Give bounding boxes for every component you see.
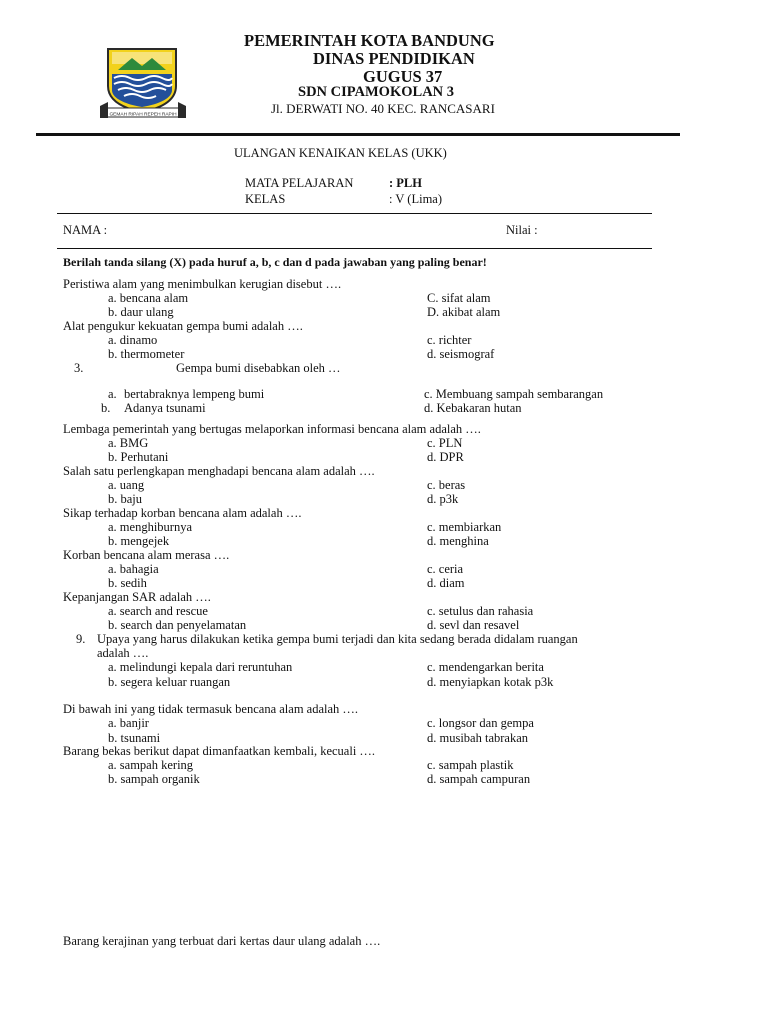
school-address: Jl. DERWATI NO. 40 KEC. RANCASARI bbox=[271, 101, 495, 116]
question-11-option-d[interactable]: d. sampah campuran bbox=[427, 772, 531, 786]
school-name: SDN CIPAMOKOLAN 3 bbox=[298, 84, 455, 100]
question-7-option-c[interactable]: c. ceria bbox=[427, 562, 464, 576]
question-1-option-a[interactable]: a. bencana alam bbox=[108, 291, 189, 305]
question-3-option-b[interactable]: Adanya tsunami bbox=[124, 401, 206, 415]
question-3-option-a-letter[interactable]: a. bbox=[108, 387, 117, 401]
student-name-label[interactable]: NAMA : bbox=[63, 223, 108, 237]
class-value: : V (Lima) bbox=[389, 192, 443, 206]
question-8-option-c[interactable]: c. setulus dan rahasia bbox=[427, 604, 534, 618]
question-3-option-b-letter[interactable]: b. bbox=[101, 401, 111, 415]
question-9-option-b[interactable]: b. segera keluar ruangan bbox=[108, 675, 231, 689]
question-1-option-d[interactable]: D. akibat alam bbox=[427, 305, 501, 319]
question-4-option-b[interactable]: b. Perhutani bbox=[108, 450, 169, 464]
question-4-option-c[interactable]: c. PLN bbox=[427, 436, 463, 450]
question-2-option-d[interactable]: d. seismograf bbox=[427, 347, 495, 361]
question-10-option-a[interactable]: a. banjir bbox=[108, 716, 149, 730]
question-6-option-a[interactable]: a. menghiburnya bbox=[108, 520, 193, 534]
question-4-option-d[interactable]: d. DPR bbox=[427, 450, 464, 464]
question-6-option-d[interactable]: d. menghina bbox=[427, 534, 489, 548]
question-9-text: Upaya yang harus dilakukan ketika gempa bumi terjadi dan kita sedang berada didalam ruangan bbox=[97, 632, 578, 646]
question-2-option-b[interactable]: b. thermometer bbox=[108, 347, 185, 361]
question-4-option-a[interactable]: a. BMG bbox=[108, 436, 149, 450]
question-3-number: 3. bbox=[74, 361, 84, 375]
header-divider bbox=[36, 133, 680, 136]
question-11-option-c[interactable]: c. sampah plastik bbox=[427, 758, 514, 772]
instruction-text: Berilah tanda silang (X) pada huruf a, b, c dan d pada jawaban yang paling benar! bbox=[63, 255, 487, 269]
question-8-text: Kepanjangan SAR adalah …. bbox=[63, 590, 211, 604]
question-6-option-c[interactable]: c. membiarkan bbox=[427, 520, 502, 534]
question-5-text: Salah satu perlengkapan menghadapi bencana alam adalah …. bbox=[63, 464, 375, 478]
info-divider-bottom bbox=[57, 248, 652, 249]
question-11-text: Barang bekas berikut dapat dimanfaatkan kembali, kecuali …. bbox=[63, 744, 376, 758]
question-3-option-c[interactable]: c. Membuang sampah sembarangan bbox=[424, 387, 604, 401]
question-8-option-a[interactable]: a. search and rescue bbox=[108, 604, 208, 618]
question-2-option-a[interactable]: a. dinamo bbox=[108, 333, 158, 347]
question-7-text: Korban bencana alam merasa …. bbox=[63, 548, 230, 562]
question-7-option-d[interactable]: d. diam bbox=[427, 576, 465, 590]
question-10-option-b[interactable]: b. tsunami bbox=[108, 731, 161, 745]
question-5-option-c[interactable]: c. beras bbox=[427, 478, 466, 492]
question-3-option-a[interactable]: bertabraknya lempeng bumi bbox=[124, 387, 265, 401]
cluster-title: GUGUS 37 bbox=[363, 67, 443, 86]
question-1-option-b[interactable]: b. daur ulang bbox=[108, 305, 174, 319]
question-5-option-d[interactable]: d. p3k bbox=[427, 492, 459, 506]
subject-value: : PLH bbox=[389, 176, 422, 190]
question-9-option-d[interactable]: d. menyiapkan kotak p3k bbox=[427, 675, 554, 689]
question-5-option-b[interactable]: b. baju bbox=[108, 492, 143, 506]
question-1-text: Peristiwa alam yang menimbulkan kerugian disebut …. bbox=[63, 277, 342, 291]
question-9-option-c[interactable]: c. mendengarkan berita bbox=[427, 660, 544, 674]
question-10-option-c[interactable]: c. longsor dan gempa bbox=[427, 716, 534, 730]
question-12-text: Barang kerajinan yang terbuat dari kertas daur ulang adalah …. bbox=[63, 934, 381, 948]
govt-title: PEMERINTAH KOTA BANDUNG bbox=[244, 31, 495, 50]
question-8-option-b[interactable]: b. search dan penyelamatan bbox=[108, 618, 247, 632]
question-5-option-a[interactable]: a. uang bbox=[108, 478, 145, 492]
question-11-option-a[interactable]: a. sampah kering bbox=[108, 758, 194, 772]
logo-motto-text: GEMAH RIPAH REPEH RAPIH bbox=[109, 112, 177, 118]
subject-label: MATA PELAJARAN bbox=[245, 176, 354, 190]
question-7-option-b[interactable]: b. sedih bbox=[108, 576, 147, 590]
score-label[interactable]: Nilai : bbox=[506, 223, 538, 237]
question-6-text: Sikap terhadap korban bencana alam adalah …. bbox=[63, 506, 302, 520]
question-1-option-c[interactable]: C. sifat alam bbox=[427, 291, 491, 305]
question-9-number: 9. bbox=[76, 632, 86, 646]
question-3-text: Gempa bumi disebabkan oleh … bbox=[176, 361, 341, 375]
exam-title: ULANGAN KENAIKAN KELAS (UKK) bbox=[234, 146, 447, 160]
bandung-coat-of-arms-logo bbox=[100, 46, 186, 120]
question-9-text-continued: adalah …. bbox=[97, 646, 149, 660]
question-11-option-b[interactable]: b. sampah organik bbox=[108, 772, 200, 786]
question-8-option-d[interactable]: d. sevl dan resavel bbox=[427, 618, 520, 632]
question-2-option-c[interactable]: c. richter bbox=[427, 333, 472, 347]
question-3-option-d[interactable]: d. Kebakaran hutan bbox=[424, 401, 522, 415]
department-title: DINAS PENDIDIKAN bbox=[313, 49, 475, 68]
question-7-option-a[interactable]: a. bahagia bbox=[108, 562, 159, 576]
question-4-text: Lembaga pemerintah yang bertugas melaporkan informasi bencana alam adalah …. bbox=[63, 422, 481, 436]
question-6-option-b[interactable]: b. mengejek bbox=[108, 534, 170, 548]
class-label: KELAS bbox=[245, 192, 286, 206]
question-9-option-a[interactable]: a. melindungi kepala dari reruntuhan bbox=[108, 660, 293, 674]
question-10-text: Di bawah ini yang tidak termasuk bencana alam adalah …. bbox=[63, 702, 359, 716]
question-10-option-d[interactable]: d. musibah tabrakan bbox=[427, 731, 529, 745]
info-divider-top bbox=[57, 213, 652, 214]
question-2-text: Alat pengukur kekuatan gempa bumi adalah …. bbox=[63, 319, 303, 333]
